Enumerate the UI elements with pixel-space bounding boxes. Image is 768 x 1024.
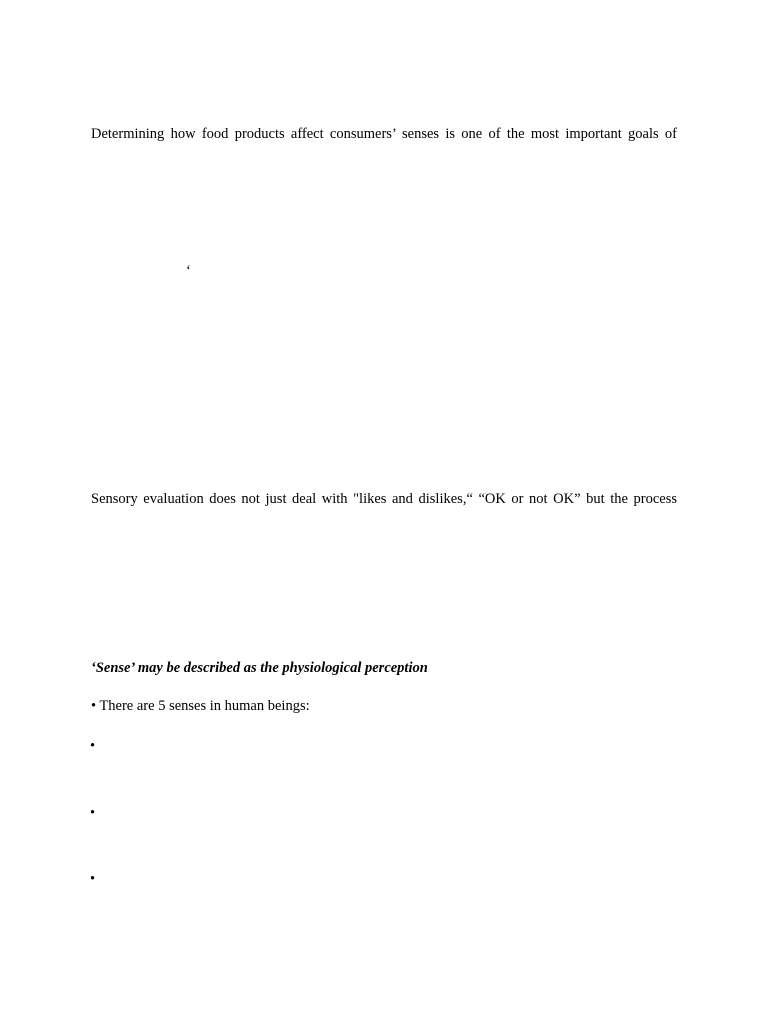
stray-quote-mark: ‘ bbox=[186, 263, 191, 279]
list-bullet: • bbox=[90, 871, 96, 887]
list-bullet: • bbox=[90, 805, 96, 821]
paragraph-sensory-evaluation: Sensory evaluation does not just deal with "likes and dislikes,“ “OK or not OK” but the process bbox=[91, 491, 677, 507]
list-intro: • There are 5 senses in human beings: bbox=[91, 698, 310, 714]
section-heading: ‘Sense’ may be described as the physiological perception bbox=[91, 660, 428, 676]
paragraph-intro: Determining how food products affect consumers’ senses is one of the most important goals of bbox=[91, 126, 677, 142]
list-bullet: • bbox=[90, 738, 96, 754]
